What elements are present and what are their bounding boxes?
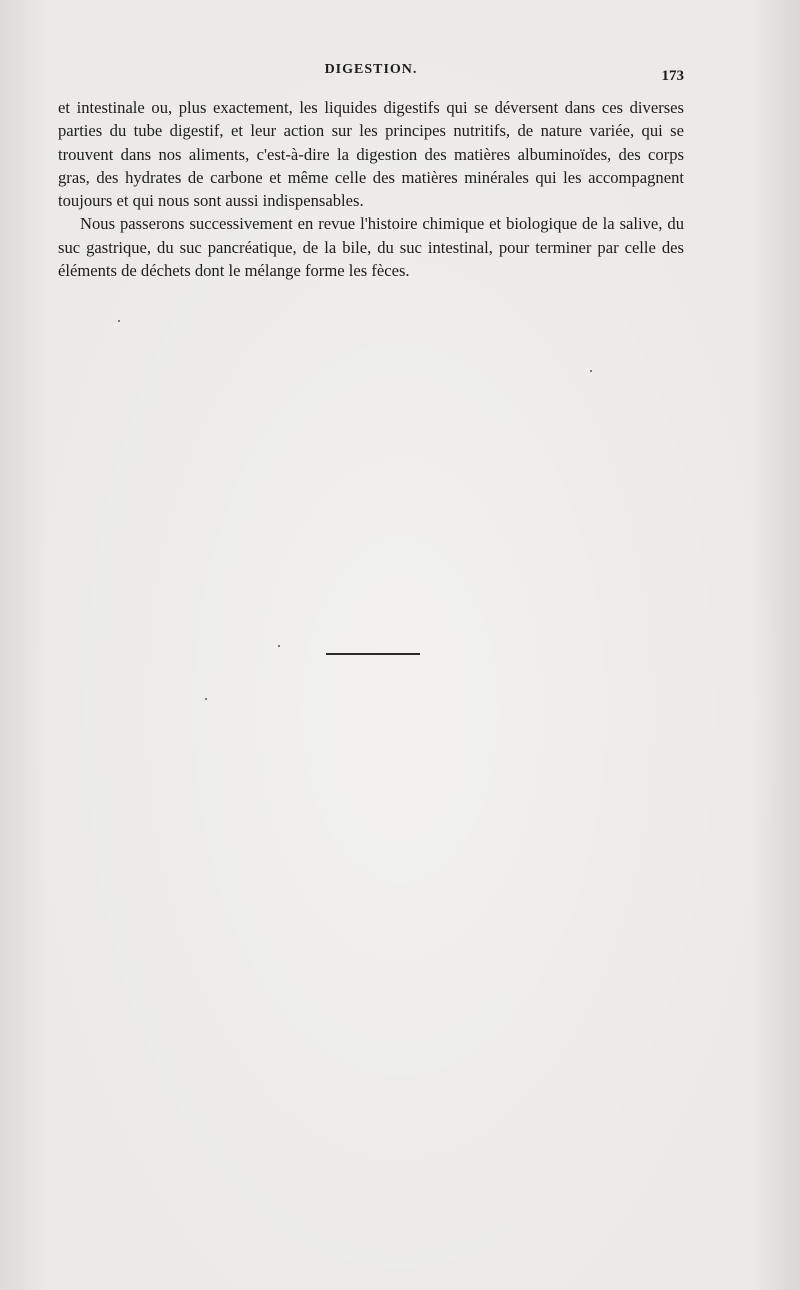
page-number: 173: [661, 68, 684, 84]
ink-speck: [118, 320, 120, 322]
ink-speck: [278, 645, 280, 647]
running-title: DIGESTION.: [324, 62, 418, 77]
page-header: [58, 62, 684, 86]
paragraph: Nous passerons successivement en revue l'histoire chimique et biologique de la salive, du suc gastrique, du suc pancréatique, de la bile, du suc intestinal, pour terminer par celle des éléments de déchets dont le mélange forme les fèces.: [58, 214, 684, 281]
section-end-rule: [326, 653, 420, 655]
paragraph: et intestinale ou, plus exactement, les liquides digestifs qui se déversent dans ces diverses parties du tube digestif, et leur action sur les principes nutritifs, de nature variée, qui se trouvent dans nos aliments, c'est-à-dire la digestion des matières albuminoïdes, des corps gras, des hydrates de carbone et même celle des matières minérales qui les accompagnent toujours et qui nous sont aussi indispensables.: [58, 98, 684, 211]
ink-speck: [205, 698, 207, 700]
body-text: [58, 96, 684, 282]
ink-speck: [590, 370, 592, 372]
